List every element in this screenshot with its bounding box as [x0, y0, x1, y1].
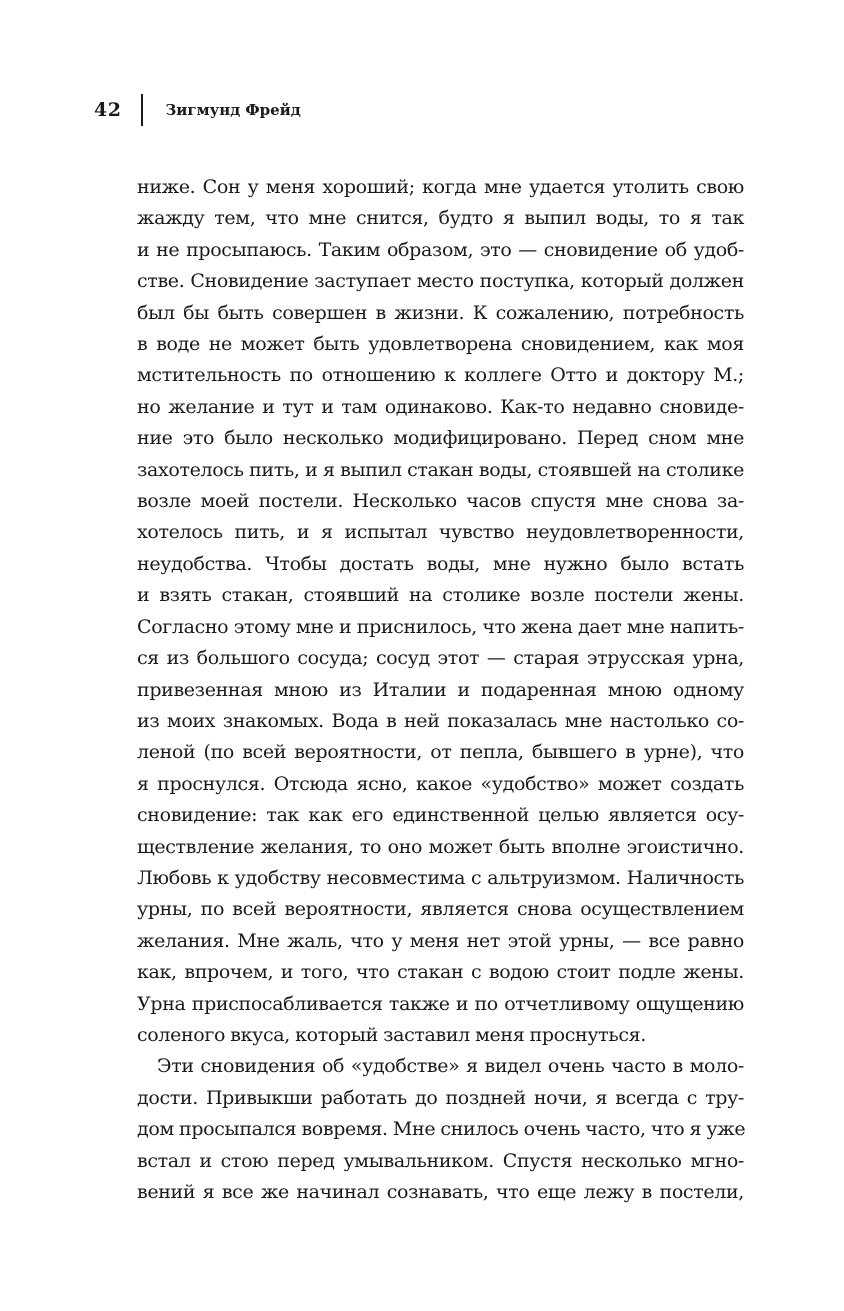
text-line: желания. Мне жаль, что у меня нет этой урны, — все равно [137, 929, 744, 952]
text-line: дости. Привыкши работать до поздней ночи, я всегда с тру- [137, 1086, 744, 1109]
text-line: леной (по всей вероятности, от пепла, бывшего в урне), что [137, 741, 744, 764]
running-header [94, 96, 301, 124]
text-line: и не просыпаюсь. Таким образом, это — сновидение об удоб- [137, 238, 744, 261]
text-line: Урна приспосабливается также и по отчетливому ощущению [137, 992, 744, 1015]
text-line: из моих знакомых. Вода в ней показалась мне настолько со- [137, 709, 744, 732]
text-line: как, впрочем, и того, что стакан с водою стоит подле жены. [137, 961, 744, 984]
text-line: вений я все же начинал сознавать, что еще лежу в постели, [137, 1181, 744, 1203]
text-line: ся из большого сосуда; сосуд этот — старая этрусская урна, [137, 647, 744, 670]
text-line: дом просыпался вовремя. Мне снилось очень часто, что я уже [137, 1118, 746, 1141]
text-line: Согласно этому мне и приснилось, что жена дает мне напить- [137, 615, 744, 638]
text-line: был бы быть совершен в жизни. К сожалению, потребность [137, 301, 744, 324]
header-divider [141, 94, 143, 126]
text-line: но желание и тут и там одинаково. Как-то недавно сновиде- [137, 395, 744, 418]
text-line: сновидение: так как его единственной целью является осу- [137, 804, 744, 827]
text-line: я проснулся. Отсюда ясно, какое «удобство» может создать [137, 772, 744, 795]
page-number: 42 [94, 99, 122, 121]
text-line: стве. Сновидение заступает место поступка, который должен [137, 270, 744, 293]
text-line: ние это было несколько модифицировано. Перед сном мне [137, 427, 744, 450]
text-line: и взять стакан, стоявший на столике возле постели жены. [137, 584, 744, 607]
text-line: привезенная мною из Италии и подаренная мною одному [137, 678, 744, 701]
text-line: Эти сновидения об «удобстве» я видел очень часто в моло- [157, 1055, 744, 1078]
paragraph-2 [137, 1051, 744, 1208]
text-line: в воде не может быть удовлетворена сновидением, как моя [137, 333, 744, 356]
text-line: встал и стою перед умывальником. Спустя несколько мгно- [137, 1149, 744, 1172]
text-line: ществление желания, то оно может быть вполне эгоистично. [137, 835, 744, 858]
text-line: хотелось пить, и я испытал чувство неудовлетворенности, [137, 521, 744, 544]
body-text [137, 172, 744, 1208]
paragraph-1 [137, 172, 744, 1051]
text-line: ниже. Сон у меня хороший; когда мне удается утолить свою [137, 176, 744, 198]
text-line: неудобства. Чтобы достать воды, мне нужно было встать [137, 552, 744, 575]
text-line: жажду тем, что мне снится, будто я выпил воды, то я так [137, 207, 744, 230]
text-line: урны, по всей вероятности, является снова осуществлением [137, 898, 744, 921]
text-line: захотелось пить, и я выпил стакан воды, стоявшей на столике [137, 458, 744, 481]
running-title: Зигмунд Фрейд [165, 101, 301, 119]
text-line: Любовь к удобству несовместима с альтруизмом. Наличность [137, 866, 744, 889]
text-line: возле моей постели. Несколько часов спустя мне снова за- [137, 490, 744, 513]
text-line: мстительность по отношению к коллеге Отто и доктору М.; [137, 364, 744, 387]
text-line: соленого вкуса, который заставил меня проснуться. [137, 1023, 646, 1046]
